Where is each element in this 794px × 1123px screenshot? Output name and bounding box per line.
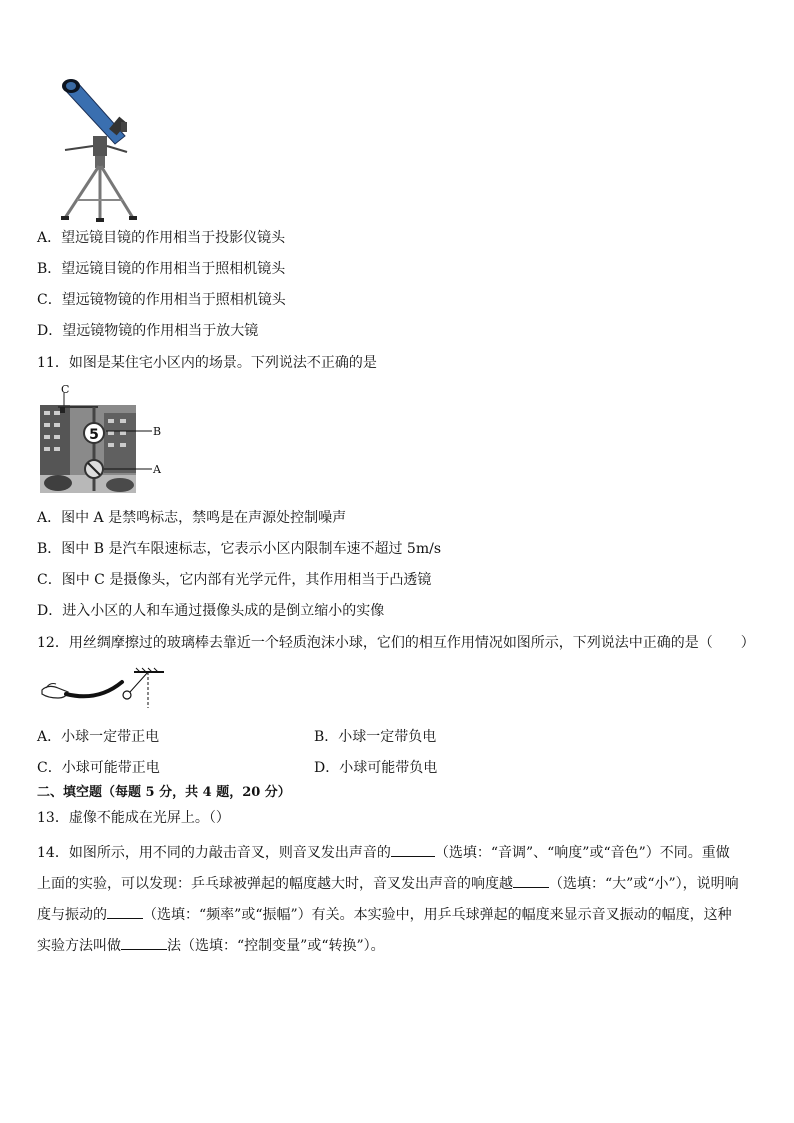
q11-option-a: A．图中 A 是禁鸣标志，禁鸣是在声源处控制噪声 [37,510,347,526]
q12-stem: 12．用丝绸摩擦过的玻璃棒去靠近一个轻质泡沫小球，它们的相互作用情况如图所示，下列说法中正确的是（ ） [37,635,755,651]
q14-l4-text-b: 法（选填：“控制变量”或“转换”）。 [167,938,385,954]
answer-blank-1[interactable] [391,842,435,857]
q14-l1-text-b: （选填：“音调”、“响度”或“音色”）不同。重做 [434,845,730,861]
label-b: B [153,425,162,438]
q14-l2-text-b: （选填：“大”或“小”），说明响 [549,876,739,892]
answer-blank-4[interactable] [121,935,167,950]
glass-rod-ball-figure [38,666,166,712]
q12-option-c: C．小球可能带正电 [37,760,160,776]
q10-option-d: D．望远镜物镜的作用相当于放大镜 [37,323,259,339]
q12-option-b: B．小球一定带负电 [314,729,437,745]
q12-option-d: D．小球可能带负电 [314,760,438,776]
q10-option-a: A．望远镜目镜的作用相当于投影仪镜头 [37,230,286,246]
q14-l1-text-a: 14．如图所示，用不同的力敲击音叉，则音叉发出声音的 [37,845,391,861]
q10-option-c: C．望远镜物镜的作用相当于照相机镜头 [37,292,286,308]
q14-l3-text-a: 度与振动的 [37,907,107,923]
q14-line-4 [37,935,385,956]
label-a: A [153,463,161,476]
q14-line-2 [37,873,739,894]
q11-option-d: D．进入小区的人和车通过摄像头成的是倒立缩小的实像 [37,603,385,619]
q11-option-c: C．图中 C 是摄像头，它内部有光学元件，其作用相当于凸透镜 [37,572,432,588]
section-heading-fill-in: 二、填空题（每题 5 分，共 4 题，20 分） [37,785,291,800]
q14-line-3 [37,904,732,925]
answer-blank-3[interactable] [107,904,143,919]
speed-limit-label: 5 [89,427,99,443]
answer-blank-2[interactable] [513,873,549,888]
q14-l4-text-a: 实验方法叫做 [37,938,121,954]
q10-option-b: B．望远镜目镜的作用相当于照相机镜头 [37,261,286,277]
q12-option-a: A．小球一定带正电 [37,729,160,745]
q11-stem: 11．如图是某住宅小区内的场景。下列说法不正确的是 [37,355,377,371]
label-c: C [61,383,70,396]
q11-option-b: B．图中 B 是汽车限速标志，它表示小区内限制车速不超过 5m/s [37,541,442,557]
q14-l3-text-b: （选填：“频率”或“振幅”）有关。本实验中，用乒乓球弹起的幅度来显示音叉振动的幅度，这种 [143,907,732,923]
q14-line-1 [37,842,730,863]
q14-l2-text-a: 上面的实验，可以发现：乒乓球被弹起的幅度越大时，音叉发出声音的响度越 [37,876,513,892]
residential-scene-figure [38,383,168,495]
q13-text: 13．虚像不能成在光屏上。（） [37,810,230,826]
telescope-figure [55,78,145,223]
